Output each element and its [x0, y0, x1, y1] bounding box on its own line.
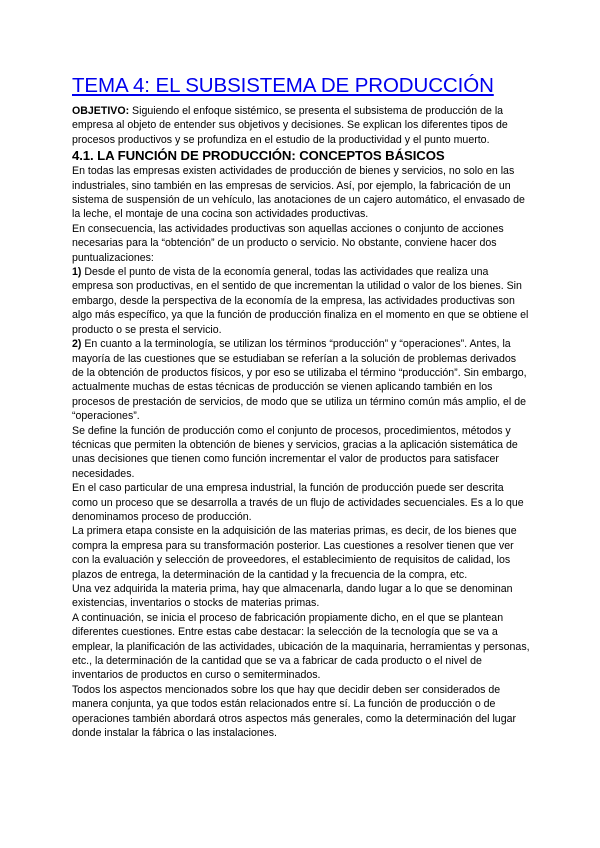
point-1-paragraph [72, 265, 530, 337]
paragraph: Todos los aspectos mencionados sobre los que hay que decidir deben ser considerados de manera conjunta, ya que todos están relacionados entre sí. La función de producción o de operaciones también abordará otros aspectos más generales, como la determinación del lugar donde instalar la fábrica o las instalaciones. [72, 683, 517, 740]
paragraph: En consecuencia, las actividades productivas son aquellas acciones o conjunto de acciones necesarias para la “obtención” de un producto o servicio. No obstante, conviene hacer dos puntualizaciones: [72, 222, 504, 264]
point-2-text: En cuanto a la terminología, se utilizan los términos “producción” y “operaciones”. Antes, la mayoría de las cuestiones que se estudiaban se referían a la solución de problemas derivados de la obtención de productos físicos, y por eso se utilizaba el término “producción”. Sin embargo, actualmente muchas de estas técnicas de producción se vienen aplicando también en los procesos de prestación de servicios, de modo que se utiliza un término común más amplio, el de “operaciones”. [72, 338, 527, 423]
paragraph: La primera etapa consiste en la adquisición de las materias primas, es decir, de los bienes que compra la empresa para su transformación posterior. Las cuestiones a resolver tienen que ver con la evaluación y selección de proveedores, el establecimiento de requisitos de calidad, los plazos de entrega, la determinación de la cantidad y la frecuencia de la compra, etc. [72, 525, 517, 581]
paragraph: A continuación, se inicia el proceso de fabricación propiamente dicho, en el que se plantean diferentes cuestiones. Entre estas cabe destacar: la selección de la tecnología que se va a emplear, la planificación de las actividades, ubicación de la maquinaria, herramientas y personas, etc., la determinación de la cantidad que se va a fabricar de cada producto o el nivel de inventarios de productos en curso o semiterminados. [72, 611, 530, 682]
objective-text: Siguiendo el enfoque sistémico, se presenta el subsistema de producción de la empresa al objeto de entender sus objetivos y decisiones. Se explican los diferentes tipos de procesos productivos y se profundiza en el estudio de la productividad y el punto muerto. [72, 105, 508, 146]
point-1-text: Desde el punto de vista de la economía general, todas las actividades que realiza una empresa son productivas, en el sentido de que incrementan la utilidad o valor de los bienes. Sin embargo, desde la perspectiva de la economía de la empresa, las actividades productivas son algo más específico, ya que la función de producción finaliza en el momento en que se obtiene el producto o se presta el servicio. [72, 266, 529, 336]
objective-label: OBJETIVO: [72, 105, 130, 117]
paragraph: En todas las empresas existen actividades de producción de bienes y servicios, no solo en las industriales, sino también en las empresas de servicios. Así, por ejemplo, la fabricación de un sistema de suspensión de un vehículo, las anotaciones de un cajero automático, el envasado de la leche, el montaje de una cocina son actividades productivas. [72, 165, 525, 221]
paragraph: Una vez adquirida la materia prima, hay que almacenarla, dando lugar a lo que se denominan existencias, inventarios o stocks de materias primas. [72, 583, 513, 610]
document-page [72, 66, 530, 740]
document-title: TEMA 4: EL SUBSISTEMA DE PRODUCCIÓN [72, 74, 494, 97]
paragraph: Se define la función de producción como el conjunto de procesos, procedimientos, métodos y técnicas que permiten la obtención de bienes y servicios, gracias a la aplicación sistemática de unas decisiones que tienen como función incrementar el valor de productos para satisfacer necesidades. [72, 424, 518, 480]
point-2-label: 2) [72, 338, 82, 351]
section-heading: 4.1. LA FUNCIÓN DE PRODUCCIÓN: CONCEPTOS BÁSICOS [72, 148, 445, 164]
point-2-paragraph [72, 337, 530, 423]
point-1-label: 1) [72, 266, 82, 279]
objective-paragraph [72, 104, 530, 147]
paragraph: En el caso particular de una empresa industrial, la función de producción puede ser descrita como un proceso que se desarrolla a través de un flujo de actividades secuenciales. Es a lo que denominamos proceso de producción. [72, 482, 524, 523]
